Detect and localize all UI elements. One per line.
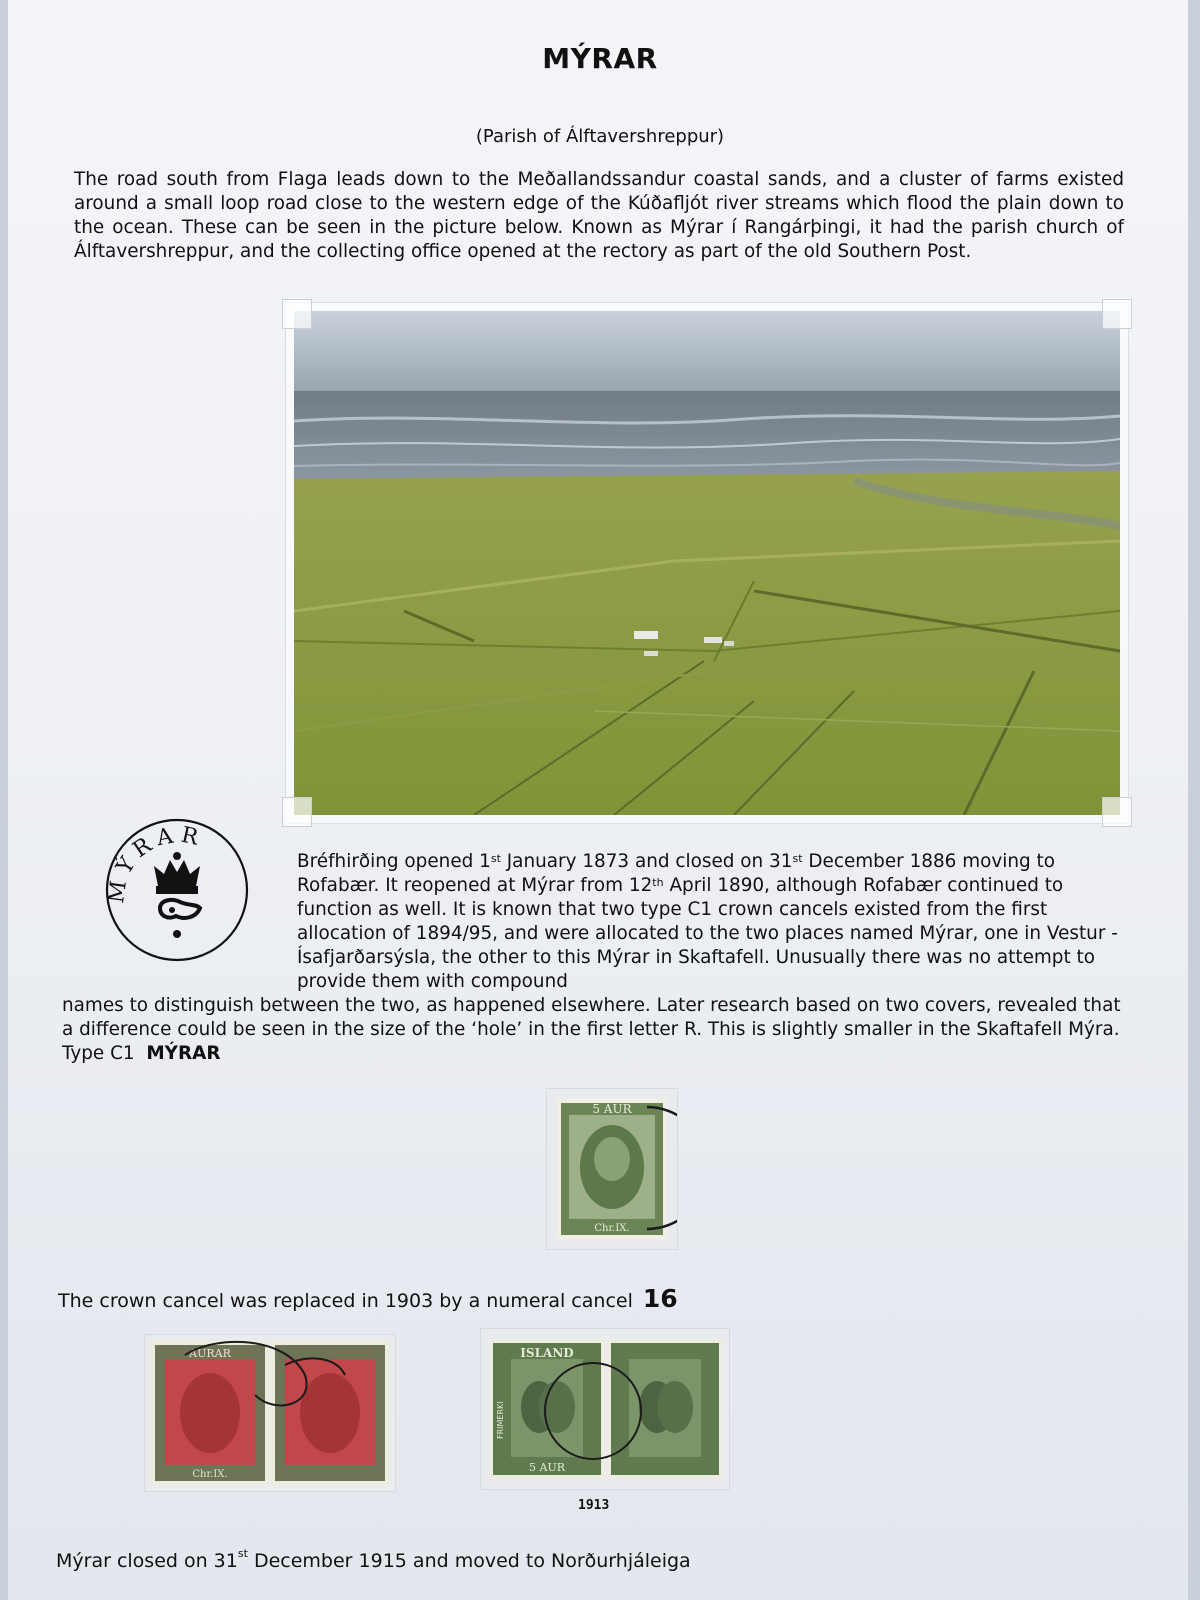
red-stamp-pair: [145, 1335, 395, 1491]
green-stamp-side-text: FRIMERKI: [496, 1401, 505, 1439]
history-paragraph: Bréfhirðing opened 1st January 1873 and closed on 31st December 1886 moving to Rofabær. It reopened at Mýrar from 12th April 1890, although Rofabær continued to function as well. It is known that two type C1 crown cancels existed from the first allocation of 1894/95, and were allocated to the two places named Mýrar, one in Vestur - Ísafjarðarsýsla, the other to this Mýrar in Skaftafell. Unusually there was no attempt to provide them with compound: [297, 851, 1118, 992]
green-stamp-bottom-text: 5 AUR: [529, 1461, 565, 1474]
aerial-photo-image: [294, 311, 1120, 815]
green-stamp-pair: [481, 1329, 729, 1489]
posthorn-icon: [160, 900, 200, 918]
numeral-16: 16: [642, 1284, 678, 1313]
postmark-text: MÝRAR: [104, 822, 207, 905]
red-stamp-top-text: AURAR: [189, 1347, 231, 1360]
crown-postmark-illustration: [100, 816, 260, 966]
type-c1-label: MÝRAR: [146, 1043, 221, 1064]
intro-paragraph: The road south from Flaga leads down to the Meðallandssandur coastal sands, and a cluster of farms existed around a small loop road close to the western edge of the Kúðafljót river streams which flood the plain down to the ocean. These can be seen in the picture below. Known as Mýrar í Rangárþingi, it had the parish church of Álftavershreppur, and the collecting office opened at the rectory as part of the old Southern Post.: [74, 169, 1124, 262]
handwritten-year: 1913: [578, 1498, 610, 1513]
numeral-caption: The crown cancel was replaced in 1903 by a numeral cancel 16: [58, 1284, 678, 1313]
red-stamp-bottom-text: Chr.IX.: [192, 1469, 228, 1480]
crown-icon: [154, 852, 200, 894]
postmark-dot: [173, 930, 181, 938]
green-pair-mount: [480, 1328, 730, 1490]
green-stamp-top-text: ISLAND: [520, 1346, 574, 1360]
aerial-photo: [285, 302, 1129, 824]
history-paragraph-continued: names to distinguish between the two, as happened elsewhere. Later research based on two covers, revealed that a difference could be seen in the size of the ‘hole’ in the first letter R. This is slightly smaller in the Skaftafell Mýra. Type C1 MÝRAR: [62, 995, 1121, 1064]
single-stamp-mount: [546, 1088, 678, 1250]
page-subtitle: (Parish of Álftavershreppur): [475, 126, 725, 147]
stamp-value-text: 5 AUR: [592, 1102, 632, 1116]
closing-text: Mýrar closed on 31st December 1915 and moved to Norðurhjáleiga: [56, 1547, 691, 1572]
stamp-name-text: Chr.IX.: [594, 1223, 630, 1234]
red-pair-mount: [144, 1334, 396, 1492]
page-title: MÝRAR: [542, 42, 658, 75]
stamp-5-aur-crown-cancel: [547, 1089, 677, 1249]
